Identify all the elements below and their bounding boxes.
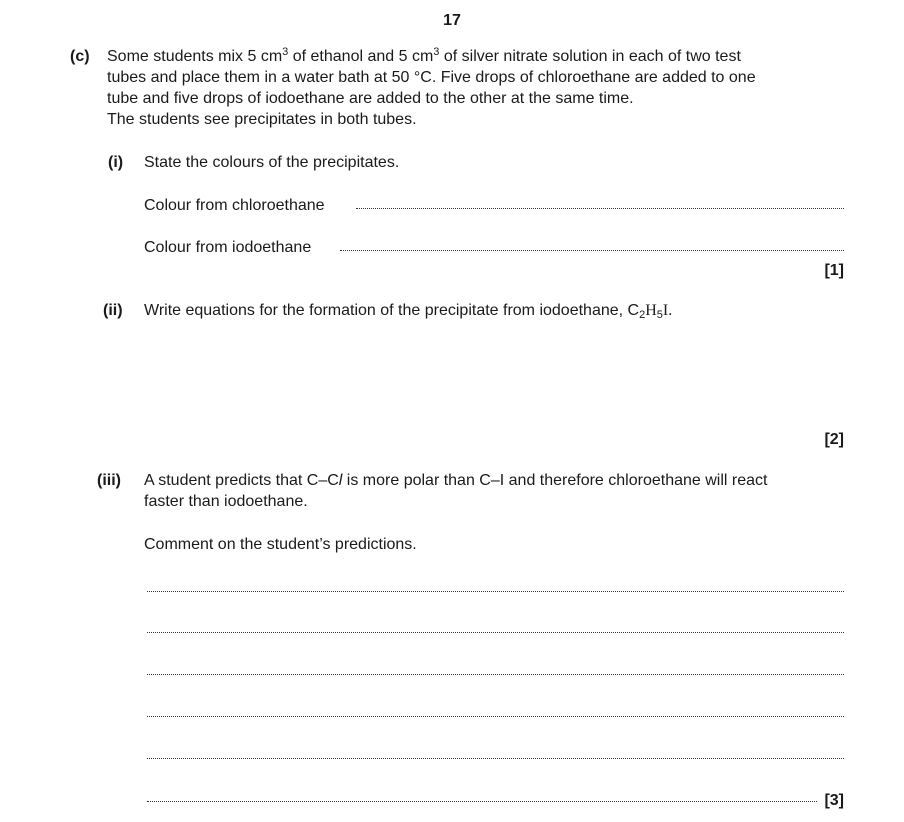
part-i-question: State the colours of the precipitates. xyxy=(144,154,400,171)
subscript-5: 5 xyxy=(656,309,663,321)
part-iii-line-1 xyxy=(144,470,767,491)
part-c-intro-line-3: tube and five drops of iodoethane are added to the other at the same time. xyxy=(107,90,634,107)
answer-line-5[interactable] xyxy=(147,758,844,759)
answer-line-6[interactable] xyxy=(147,801,817,802)
colour-iodoethane-answer-line[interactable] xyxy=(340,250,844,251)
page-number: 17 xyxy=(443,12,461,29)
part-ii-question-text: Write equations for the formation of the precipitate from iodoethane, C xyxy=(144,302,640,319)
part-ii-marks: [2] xyxy=(824,431,844,448)
part-c-label: (c) xyxy=(70,48,90,65)
subscript-2: 2 xyxy=(639,309,646,321)
answer-line-2[interactable] xyxy=(147,632,844,633)
colour-iodoethane-label: Colour from iodoethane xyxy=(144,239,312,256)
answer-line-1[interactable] xyxy=(147,591,844,592)
part-c-text-1e: of silver nitrate solution in each of two test xyxy=(439,48,741,65)
part-c-intro-line-2: tubes and place them in a water bath at 50 °C. Five drops of chloroethane are added to one xyxy=(107,69,756,86)
part-iii-text-1a: A student predicts that C–C xyxy=(144,472,339,489)
superscript-3: 3 xyxy=(433,46,440,58)
answer-line-4[interactable] xyxy=(147,716,844,717)
part-ii-label: (ii) xyxy=(103,302,123,319)
part-iii-comment-prompt: Comment on the student’s predictions. xyxy=(144,536,417,553)
answer-line-3[interactable] xyxy=(147,674,844,675)
part-c-intro-line-4: The students see precipitates in both tubes. xyxy=(107,111,417,128)
part-iii-label: (iii) xyxy=(97,472,121,489)
chlorine-l-italic: l xyxy=(338,472,343,489)
colour-chloroethane-answer-line[interactable] xyxy=(356,208,844,209)
part-i-label: (i) xyxy=(108,154,124,171)
formula-i: I. xyxy=(662,302,673,319)
part-ii-question xyxy=(144,300,672,321)
formula-h: H xyxy=(645,302,657,319)
part-iii-line-2: faster than iodoethane. xyxy=(144,493,308,510)
part-c-text-1c: of ethanol and 5 cm xyxy=(288,48,434,65)
superscript-3: 3 xyxy=(282,46,289,58)
part-c-intro-line-1 xyxy=(107,46,741,67)
part-i-marks: [1] xyxy=(824,262,844,279)
colour-chloroethane-label: Colour from chloroethane xyxy=(144,197,325,214)
part-c-text-1a: Some students mix 5 cm xyxy=(107,48,283,65)
part-iii-marks: [3] xyxy=(824,792,844,809)
part-iii-text-1b: is more polar than C–I and therefore chloroethane will react xyxy=(342,472,768,489)
